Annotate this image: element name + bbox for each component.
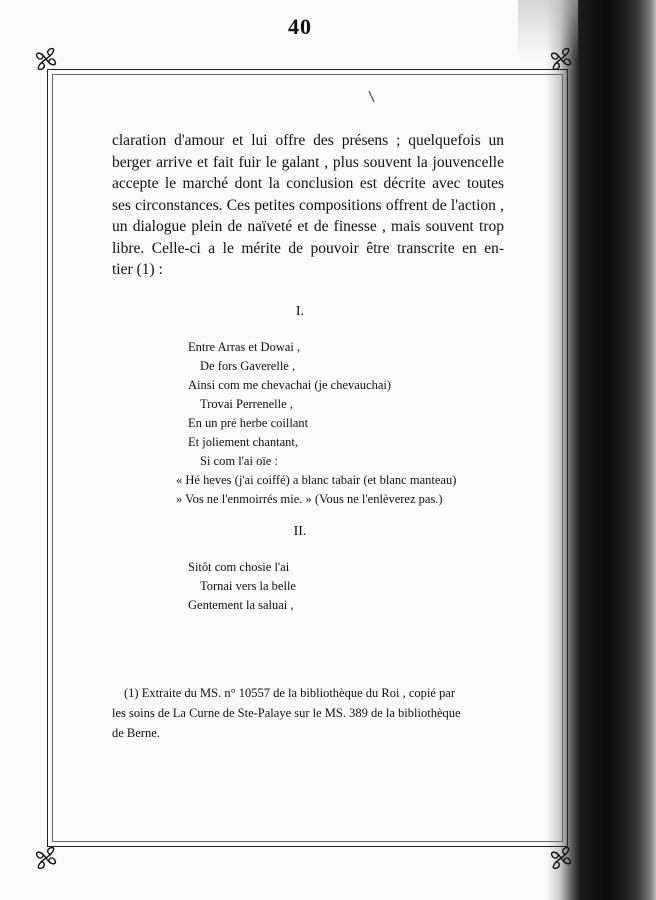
footnote-line: (1) Extraite du MS. n° 10557 de la bibliothèque du Roi , copié par	[124, 686, 455, 700]
fleuron-icon	[33, 46, 59, 72]
page-number: 40	[288, 14, 312, 39]
prose-line: tier (1) :	[112, 261, 163, 278]
verse-line: Tornai vers la belle	[200, 579, 296, 593]
footnote-line: les soins de La Curne de Ste-Palaye sur le MS. 389 de la bibliothèque	[112, 706, 461, 720]
fleuron-icon	[33, 845, 59, 871]
verse-line: Si com l'ai oïe :	[200, 454, 278, 468]
scan-mark	[368, 90, 376, 104]
verse-line: Ainsi com me chevachai (je chevauchai)	[188, 378, 392, 392]
verse-line: Trovai Perrenelle ,	[200, 397, 293, 411]
verse-line: En un pré herbe coillant	[188, 416, 309, 430]
poem-stanza	[176, 338, 518, 509]
footnote-line: de Berne.	[112, 726, 160, 740]
stanza-number: I.	[295, 304, 305, 319]
verse-line: Entre Arras et Dowai ,	[188, 340, 301, 354]
verse-line: » Vos ne l'enmoirrés mie. » (Vous ne l'enlèverez pas.)	[176, 492, 443, 506]
stanza-number: II.	[293, 524, 307, 539]
poem-stanza	[188, 558, 518, 615]
prose-line: libre. Celle-ci a le mérite de pouvoir être transcrite en en-	[112, 239, 504, 257]
prose-line: accepte le marché dont la conclusion est décrite avec toutes	[112, 175, 504, 192]
prose-line: berger arrive et fait fuir le galant , plus souvent la jouvencelle	[112, 153, 504, 171]
verse-line: De fors Gaverelle ,	[200, 359, 296, 373]
prose-line: un dialogue plein de naïveté et de finesse , mais souvent trop	[112, 218, 504, 235]
body-paragraph	[112, 130, 504, 281]
verse-line: Et joliement chantant,	[188, 435, 299, 449]
prose-line: claration d'amour et lui offre des présens ; quelquefois un	[112, 132, 504, 149]
footnote	[112, 683, 502, 743]
fleuron-icon	[548, 46, 574, 72]
prose-line: ses circonstances. Ces petites compositions offrent de l'action ,	[112, 196, 504, 214]
fleuron-icon	[548, 845, 574, 871]
verse-line: Sitôt com chosie l'ai	[188, 560, 290, 574]
verse-line: Gentement la saluai ,	[188, 598, 294, 612]
verse-line: « Hé heves (j'ai coiffé) a blanc tabair (et blanc manteau)	[176, 473, 457, 487]
